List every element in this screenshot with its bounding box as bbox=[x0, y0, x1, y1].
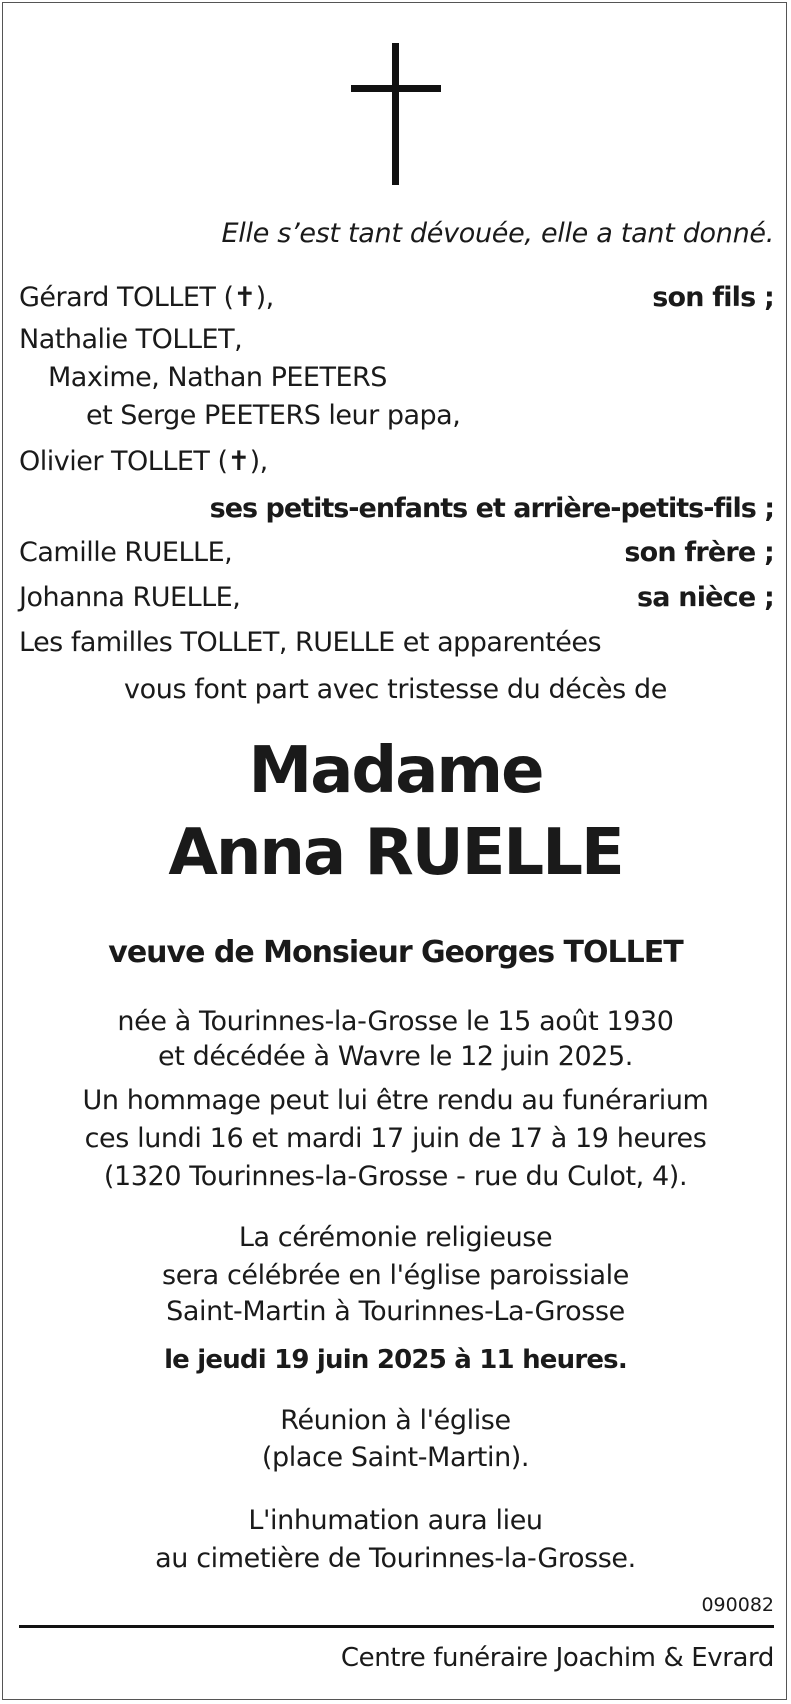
tribute-line: (1320 Tourinnes-la-Grosse - rue du Culot, 4). bbox=[103, 1161, 688, 1192]
announcement-text: vous font part avec tristesse du décès de bbox=[124, 674, 667, 705]
meeting-line: Réunion à l'église bbox=[280, 1405, 511, 1436]
family-line bbox=[86, 400, 791, 431]
family-name: Johanna RUELLE, bbox=[19, 582, 241, 613]
ceremony-date: le jeudi 19 juin 2025 à 11 heures. bbox=[164, 1345, 627, 1375]
family-line bbox=[19, 282, 774, 313]
funeral-home: Centre funéraire Joachim & Evrard bbox=[340, 1643, 774, 1673]
family-name: Maxime, Nathan PEETERS bbox=[48, 362, 387, 393]
birth-line: née à Tourinnes-la-Grosse le 15 août 1930 bbox=[117, 1006, 674, 1037]
family-line bbox=[19, 582, 774, 613]
divider bbox=[19, 1625, 774, 1628]
ceremony-line: sera célébrée en l'église paroissiale bbox=[162, 1260, 629, 1291]
ceremony-line: La cérémonie religieuse bbox=[238, 1222, 553, 1253]
burial-line: au cimetière de Tourinnes-la-Grosse. bbox=[155, 1543, 636, 1574]
family-relation: son fils ; bbox=[652, 282, 774, 313]
widow-line: veuve de Monsieur Georges TOLLET bbox=[108, 935, 683, 970]
deceased-name: Anna RUELLE bbox=[168, 816, 623, 890]
family-line bbox=[48, 362, 791, 393]
family-name: Camille RUELLE, bbox=[19, 537, 233, 568]
reference-number: 090082 bbox=[701, 1594, 774, 1616]
deceased-title: Madame bbox=[248, 734, 543, 808]
ceremony-line: Saint-Martin à Tourinnes-La-Grosse bbox=[166, 1296, 625, 1327]
death-line: et décédée à Wavre le 12 juin 2025. bbox=[158, 1041, 633, 1072]
family-relation: son frère ; bbox=[624, 537, 774, 568]
family-relation: ses petits-enfants et arrière-petits-fils ; bbox=[209, 493, 774, 524]
family-name: et Serge PEETERS leur papa, bbox=[86, 400, 461, 431]
cross-icon bbox=[351, 43, 441, 185]
tribute-line: Un hommage peut lui être rendu au funérarium bbox=[82, 1085, 709, 1116]
family-name: Les familles TOLLET, RUELLE et apparentées bbox=[19, 627, 602, 658]
family-relation: sa nièce ; bbox=[637, 582, 774, 613]
family-line bbox=[19, 627, 774, 658]
family-name: Gérard TOLLET (✝), bbox=[19, 282, 274, 313]
meeting-line: (place Saint-Martin). bbox=[261, 1442, 530, 1473]
epigraph-quote: Elle s’est tant dévouée, elle a tant donné. bbox=[221, 218, 774, 249]
tribute-line: ces lundi 16 et mardi 17 juin de 17 à 19 heures bbox=[84, 1123, 707, 1154]
family-line bbox=[19, 324, 774, 355]
family-line bbox=[19, 446, 774, 477]
family-name: Nathalie TOLLET, bbox=[19, 324, 243, 355]
family-line bbox=[19, 537, 774, 568]
burial-line: L'inhumation aura lieu bbox=[248, 1505, 543, 1536]
family-name: Olivier TOLLET (✝), bbox=[19, 446, 268, 477]
